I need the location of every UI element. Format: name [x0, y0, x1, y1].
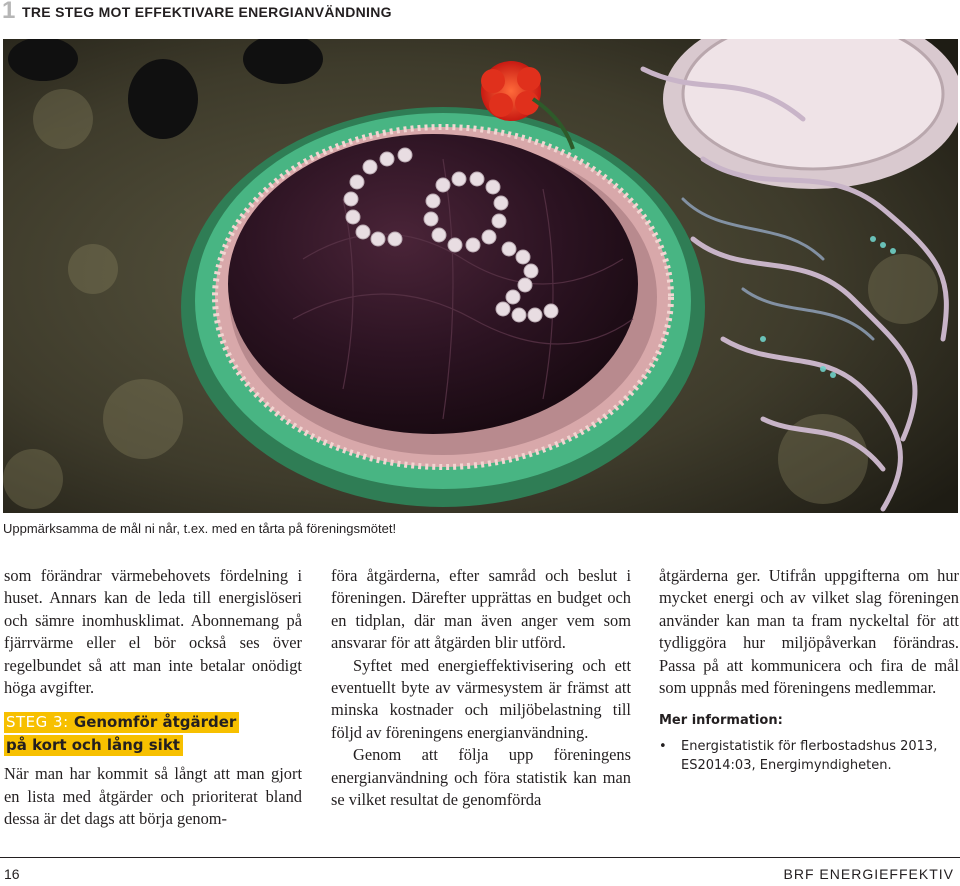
step-label: STEG 3:: [6, 713, 69, 732]
step-title-2: på kort och lång sikt: [4, 735, 183, 756]
paragraph: föra åtgärderna, efter samråd och beslut i föreningen. Därefter upprättas en budget och en tidplan, där man även anger vem som ansvarar för att åtgärden blir utförd.: [331, 566, 631, 653]
text-column-3: [659, 565, 959, 775]
more-info-list: [659, 737, 959, 775]
page-header: [0, 0, 960, 30]
paragraph: När man har kommit så långt att man gjort en lista med åtgärder och prioriterat bland dessa är det dags att börja genom-: [4, 764, 302, 829]
cake-photo: [3, 39, 958, 513]
text-column-2: [331, 565, 631, 811]
chapter-number: 1: [2, 0, 16, 24]
footer-divider: [0, 857, 960, 858]
step-heading-line-1: [4, 712, 239, 733]
step-heading: [4, 711, 302, 757]
step-title-1: Genomför åtgärder: [73, 713, 237, 732]
more-info-heading: Mer information:: [659, 713, 783, 729]
bullet-icon: •: [659, 739, 667, 755]
photo-caption: Uppmärksamma de mål ni når, t.ex. med en tårta på föreningsmötet!: [3, 521, 397, 536]
paragraph: som förändrar värmebehovets fördelning i huset. Annars kan de leda till energislöseri och sämre inomhusklimat. Abonnemang på fjärrvärme eller el bör också ses över regelbundet så att man inte betalar onödigt höga avgifter.: [4, 566, 302, 698]
publication-title: BRF ENERGIEFFEKTIV: [783, 866, 954, 882]
paragraph: Genom att följa upp föreningens energianvändning och föra statistik kan man se vilket resultat de genomförda: [331, 745, 631, 810]
paragraph: Syftet med energieffektivisering och ett eventuellt byte av värmesystem är främst att minska kostnader och miljöbelastning till följd av föreningens energianvändning.: [331, 655, 631, 742]
list-item: [659, 737, 959, 775]
list-item-text: Energistatistik för flerbostadshus 2013, ES2014:03, Energimyndigheten.: [681, 739, 938, 774]
paragraph: åtgärderna ger. Utifrån uppgifterna om hur mycket energi och av vilket slag föreningen använder kan man ta fram nyckeltal för att tydliggöra hur miljöpåverkan förändras. Passa på att kommunicera och fira de mål som uppnås med föreningens medlemmar.: [659, 566, 959, 698]
page-number: 16: [4, 866, 20, 882]
text-column-1: [4, 565, 302, 831]
chapter-title: TRE STEG MOT EFFEKTIVARE ENERGIANVÄNDNING: [22, 4, 392, 20]
